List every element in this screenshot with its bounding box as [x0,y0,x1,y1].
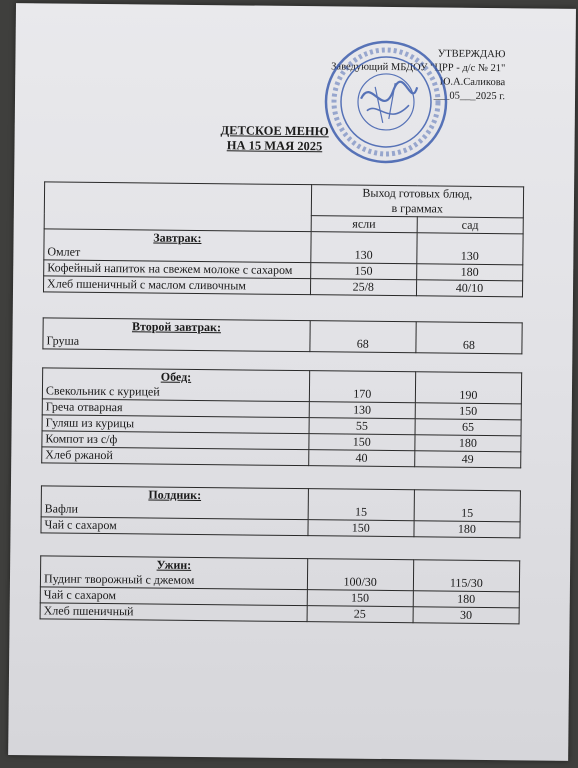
title-line-2: НА 15 МАЯ 2025 [226,138,323,154]
dish-name: Свекольник с курицей [45,383,160,399]
snack-table [40,485,520,538]
dish-name: Греча отварная [42,399,309,418]
garden-value: 130 [417,233,524,265]
header-nursery: ясли [311,216,417,233]
garden-value: 68 [416,322,522,354]
snack-title: Полдник: [148,487,202,503]
approval-line-3: Ю.А.Саликова [439,76,506,89]
dish-name: Вафли [44,501,79,516]
garden-value: 180 [416,264,522,281]
menu-sheet [8,3,576,761]
dish-name: Компот из с/ф [42,431,309,450]
table-row [44,229,523,265]
snack-first-cell [41,486,308,520]
garden-value: 49 [415,451,521,468]
approval-line-1: УТВЕРЖДАЮ [437,48,506,61]
dish-name: Кофейный напиток на свежем молоке с сахаром [44,260,311,279]
dish-name: Хлеб пшеничный [40,603,307,622]
nursery-value: 130 [311,232,417,264]
header-units: в граммах [391,201,443,216]
second-breakfast-first-cell [43,318,310,352]
dish-name: Пудинг творожный с джемом [43,571,195,587]
lunch-first-cell [42,368,309,402]
nursery-value: 150 [307,590,413,607]
nursery-value: 100/30 [307,559,414,591]
garden-value: 40/10 [416,280,522,297]
dinner-title: Ужин: [156,557,192,572]
garden-value: 150 [415,403,521,420]
nursery-value: 25 [307,606,413,623]
table-row [42,368,521,404]
header-output: Выход готовых блюд, [362,185,473,201]
dish-name: Чай с сахаром [41,517,308,536]
nursery-value: 55 [309,418,415,435]
garden-value: 115/30 [413,560,520,592]
table-row [40,556,519,592]
dish-name: Груша [46,333,80,348]
header-garden: сад [417,217,523,234]
dish-name: Омлет [47,244,81,259]
nursery-value: 130 [309,402,415,419]
garden-value: 65 [415,419,521,436]
dinner-first-cell [40,556,307,590]
lunch-table [41,367,522,468]
nursery-value: 150 [309,434,415,451]
dish-name: Хлеб пшеничный с маслом сливочным [43,276,310,295]
nursery-value: 25/8 [310,279,416,296]
lunch-title: Обед: [160,369,192,384]
table-row [41,486,520,522]
breakfast-first-cell [44,229,311,263]
dish-name: Гуляш из курицы [42,415,309,434]
nursery-value: 40 [308,450,414,467]
dish-name: Хлеб ржаной [42,447,309,466]
nursery-value: 15 [308,489,414,521]
garden-value: 30 [413,607,519,624]
approval-line-4: ___05___2025 г. [433,90,506,103]
garden-value: 180 [415,435,521,452]
dinner-table [40,555,521,624]
nursery-value: 150 [308,520,414,537]
nursery-value: 68 [310,321,416,353]
table-row [43,318,522,354]
approval-line-2: Заведующий МБДОУ "ЦРР - д/с № 21" [331,61,506,75]
garden-value: 190 [415,372,521,404]
nursery-value: 170 [309,371,415,403]
garden-value: 180 [414,521,520,538]
header-empty-cell [44,182,311,232]
second-breakfast-table [42,317,522,354]
garden-value: 180 [413,591,519,608]
title-line-1: ДЕТСКОЕ МЕНЮ [220,123,329,139]
second-breakfast-title: Второй завтрак: [131,319,222,335]
dish-name: Чай с сахаром [40,587,307,606]
breakfast-table [43,181,524,297]
header-output-cell [311,185,524,218]
page-title [164,123,384,155]
garden-value: 15 [414,490,520,522]
nursery-value: 150 [310,263,416,280]
breakfast-title: Завтрак: [153,230,202,246]
